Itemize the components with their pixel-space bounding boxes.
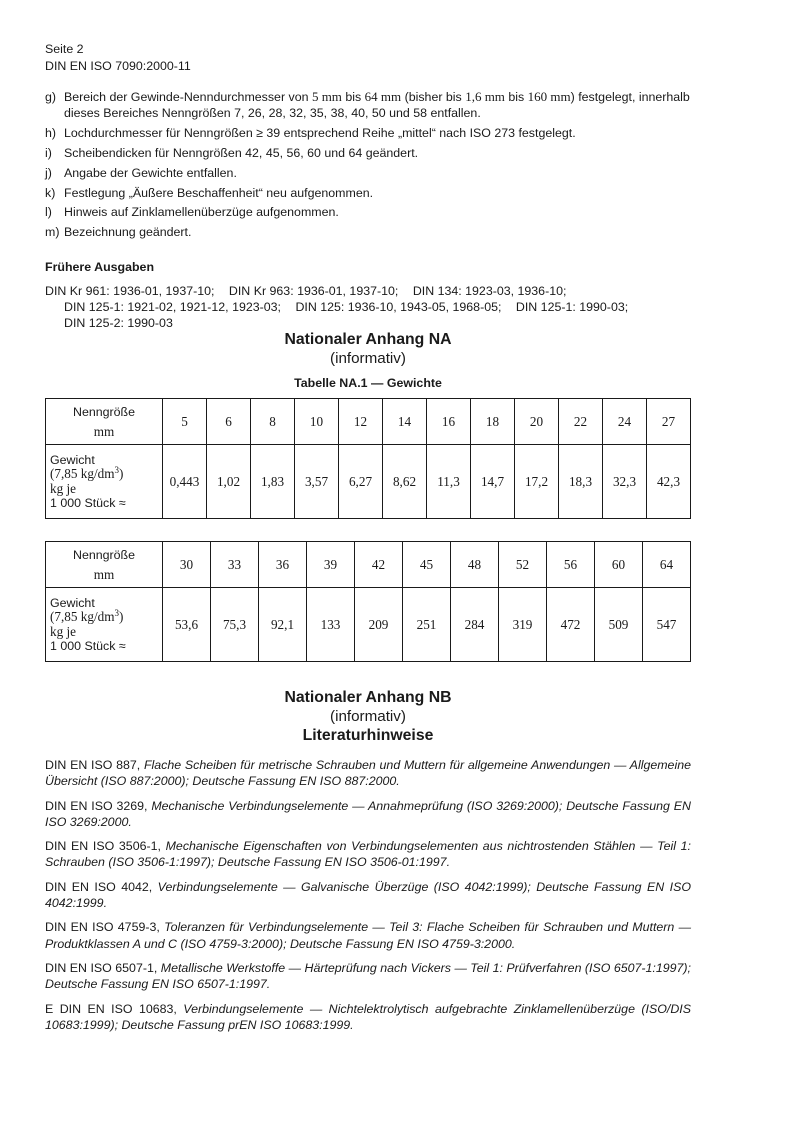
size-cell: 60 (595, 542, 643, 588)
weight-label: Gewicht (50, 452, 95, 467)
size-unit: mm (93, 423, 115, 439)
weight-unit: kg je (50, 623, 77, 639)
reference-text: Metallische Werkstoffe — Härteprüfung nach Vickers — Teil 1: Prüfverfahren (ISO 6507-1:1997); Deutsche Fassung EN ISO 6507-1:1997. (45, 960, 691, 992)
reference-item (45, 960, 691, 992)
size-cell: 45 (403, 542, 451, 588)
edition-item: DIN 125: 1936-10, 1943-05, 1968-05; (295, 300, 502, 314)
weight-cell: 53,6 (163, 588, 211, 662)
size-cell: 20 (515, 399, 559, 445)
size-cell: 36 (259, 542, 307, 588)
weights-table-1 (45, 398, 691, 519)
change-text: Bezeichnung geändert. (64, 225, 192, 240)
weight-cell: 0,443 (163, 445, 207, 519)
weight-per: 1 000 Stück ≈ (50, 496, 126, 510)
reference-id: DIN EN ISO 6507-1, (45, 960, 158, 975)
weight-cell: 547 (643, 588, 691, 662)
edition-item: DIN Kr 961: 1936-01, 1937-10; (45, 284, 215, 298)
annex-nb-title: Nationaler Anhang NB (284, 689, 452, 706)
change-text: Scheibendicken für Nenngrößen 42, 45, 56, 60 und 64 geändert. (64, 145, 419, 160)
change-letter: g) (45, 90, 57, 104)
size-label: Nenngröße (73, 547, 135, 562)
weight-cell: 75,3 (211, 588, 259, 662)
size-cell: 8 (251, 399, 295, 445)
weight-density-exp: 3 (114, 608, 119, 618)
reference-item (45, 1001, 691, 1033)
size-cell: 6 (207, 399, 251, 445)
weight-cell: 42,3 (647, 445, 691, 519)
page-number: Seite 2 (45, 42, 84, 56)
change-text: Hinweis auf Zinklamellenüberzüge aufgenommen. (64, 205, 339, 220)
size-cell: 18 (471, 399, 515, 445)
bibliography-heading: Literaturhinweise (302, 727, 434, 744)
change-text: Festlegung „Äußere Beschaffenheit“ neu aufgenommen. (64, 185, 374, 200)
change-item (45, 185, 695, 201)
size-cell: 42 (355, 542, 403, 588)
change-text: ) festgelegt, innerhalb dieses Bereiches Nenngrößen 7, 26, 28, 32, 35, 38, 40, 50 und 58 entfallen. (64, 90, 690, 120)
weight-label-cell (46, 445, 163, 519)
size-row (46, 399, 691, 445)
edition-item: DIN 125-1: 1990-03; (515, 300, 629, 314)
change-letter: i) (45, 145, 52, 160)
change-value: 5 mm (311, 89, 342, 104)
annex-na-subtitle: (informativ) (330, 350, 406, 367)
change-item (45, 204, 695, 220)
size-label: Nenngröße (73, 404, 135, 419)
change-text: bis (504, 90, 528, 104)
change-text: Lochdurchmesser für Nenngrößen ≥ 39 entsprechend Reihe „mittel“ nach ISO 273 festgelegt. (64, 125, 576, 140)
weight-density-close: ) (118, 466, 124, 481)
size-cell: 48 (451, 542, 499, 588)
size-cell: 56 (547, 542, 595, 588)
change-letter: m) (45, 225, 60, 240)
change-text: Bereich der Gewinde-Nenndurchmesser von (64, 90, 312, 104)
reference-text: Verbindungselemente — Nichtelektrolytisch aufgebrachte Zinklamellenüberzüge (ISO/DIS 10683:1999); Deutsche Fassung prEN ISO 10683:1999. (45, 1001, 691, 1032)
size-cell: 64 (643, 542, 691, 588)
size-cell: 5 (163, 399, 207, 445)
edition-item: DIN 125-1: 1921-02, 1921-12, 1923-03; (64, 300, 281, 314)
weight-cell: 3,57 (295, 445, 339, 519)
weight-row (46, 588, 691, 662)
size-label-cell (46, 542, 163, 588)
weight-cell: 209 (355, 588, 403, 662)
edition-item: DIN 134: 1923-03, 1936-10; (412, 284, 567, 298)
size-cell: 16 (427, 399, 471, 445)
weight-row (46, 445, 691, 519)
weight-cell: 133 (307, 588, 355, 662)
reference-id: DIN EN ISO 4759-3, (45, 920, 160, 935)
reference-text: Flache Scheiben für metrische Schrauben und Muttern für allgemeine Anwendungen — Allgemeine Übersicht (ISO 887:2000); Deutsche Fassung EN ISO 887:2000. (45, 758, 691, 789)
weight-unit: kg je (50, 480, 77, 496)
change-letter: h) (45, 125, 57, 140)
change-item (45, 145, 695, 161)
weight-cell: 472 (547, 588, 595, 662)
weight-per: 1 000 Stück ≈ (50, 639, 126, 653)
edition-item: DIN 125-2: 1990-03 (64, 316, 173, 330)
change-item (45, 89, 695, 121)
change-text: (bisher bis (401, 90, 466, 104)
weight-cell: 251 (403, 588, 451, 662)
bibliography-list (45, 757, 691, 1041)
size-cell: 24 (603, 399, 647, 445)
weight-cell: 14,7 (471, 445, 515, 519)
weight-cell: 1,02 (207, 445, 251, 519)
annex-na-title: Nationaler Anhang NA (284, 331, 452, 348)
size-cell: 39 (307, 542, 355, 588)
edition-item: DIN Kr 963: 1936-01, 1937-10; (228, 284, 399, 298)
reference-id: DIN EN ISO 3506-1, (45, 839, 161, 854)
weight-cell: 17,2 (515, 445, 559, 519)
size-cell: 52 (499, 542, 547, 588)
document-id: DIN EN ISO 7090:2000-11 (45, 59, 191, 73)
reference-item (45, 757, 691, 789)
weight-density: (7,85 kg/dm (50, 466, 115, 481)
weight-cell: 18,3 (559, 445, 603, 519)
reference-id: E DIN EN ISO 10683, (45, 1001, 177, 1016)
reference-id: DIN EN ISO 3269, (45, 798, 148, 813)
change-value: 160 mm (527, 89, 571, 104)
weight-cell: 319 (499, 588, 547, 662)
size-cell: 10 (295, 399, 339, 445)
size-unit: mm (93, 566, 115, 582)
annex-nb-subtitle: (informativ) (330, 708, 406, 725)
reference-id: DIN EN ISO 887, (45, 758, 141, 772)
weight-density: (7,85 kg/dm (50, 609, 115, 624)
size-cell: 30 (163, 542, 211, 588)
change-letter: k) (45, 185, 56, 200)
previous-editions (45, 283, 695, 331)
size-row (46, 542, 691, 588)
change-value: 1,6 mm (465, 89, 505, 104)
size-cell: 33 (211, 542, 259, 588)
change-letter: l) (45, 205, 52, 220)
changes-list (45, 89, 695, 244)
size-cell: 27 (647, 399, 691, 445)
weight-cell: 1,83 (251, 445, 295, 519)
reference-item (45, 798, 691, 830)
weights-table-2 (45, 541, 691, 662)
reference-item (45, 919, 691, 951)
previous-editions-heading: Frühere Ausgaben (45, 260, 155, 274)
reference-text: Mechanische Eigenschaften von Verbindungselementen aus nichtrostenden Stählen — Teil 1: Schrauben (ISO 3506-1:1997); Deutsche Fassung EN ISO 3506-01:1997. (45, 839, 691, 870)
table-caption: Tabelle NA.1 — Gewichte (294, 376, 442, 390)
weight-label: Gewicht (50, 595, 95, 610)
reference-id: DIN EN ISO 4042, (45, 879, 153, 894)
weight-density-exp: 3 (114, 465, 119, 475)
size-cell: 12 (339, 399, 383, 445)
weight-cell: 8,62 (383, 445, 427, 519)
change-item (45, 224, 695, 240)
reference-text: Verbindungselemente — Galvanische Überzüge (ISO 4042:1999); Deutsche Fassung EN ISO 4042:1999. (45, 879, 691, 910)
reference-item (45, 838, 691, 870)
weight-density-close: ) (118, 609, 124, 624)
weight-cell: 11,3 (427, 445, 471, 519)
weight-cell: 284 (451, 588, 499, 662)
size-label-cell (46, 399, 163, 445)
weight-cell: 32,3 (603, 445, 647, 519)
change-item (45, 125, 695, 141)
size-cell: 22 (559, 399, 603, 445)
reference-text: Mechanische Verbindungselemente — Annahmeprüfung (ISO 3269:2000); Deutsche Fassung EN ISO 3269:2000. (45, 798, 691, 829)
weight-cell: 6,27 (339, 445, 383, 519)
reference-text: Toleranzen für Verbindungselemente — Teil 3: Flache Scheiben für Schrauben und Muttern — Produktklassen A und C (ISO 4759-3:2000); Deutsche Fassung EN ISO 4759-3:2000. (45, 920, 691, 951)
weight-cell: 92,1 (259, 588, 307, 662)
weight-cell: 509 (595, 588, 643, 662)
size-cell: 14 (383, 399, 427, 445)
change-item (45, 165, 695, 181)
change-value: 64 mm (364, 89, 402, 104)
weight-label-cell (46, 588, 163, 662)
change-letter: j) (45, 165, 52, 180)
reference-item (45, 879, 691, 911)
change-text: bis (341, 90, 365, 104)
change-text: Angabe der Gewichte entfallen. (64, 165, 237, 180)
